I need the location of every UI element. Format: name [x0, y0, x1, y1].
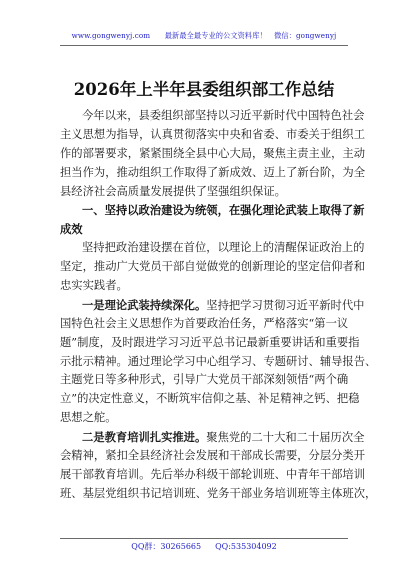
intro-line: 主义思想为指导，认真贯彻落实中央和省委、市委关于组织工 — [60, 127, 366, 141]
page-header: www.gongwenyj.com 最新最全最专业的公文资料库！ 微信：gongwenyj — [71, 31, 337, 40]
point1-lead: 一是理论武装持续深化。 — [82, 297, 207, 312]
point2-first-rest: 聚焦党的二十大和二十届历次全 — [206, 431, 365, 445]
section1-line: 忠实实践者。 — [60, 279, 128, 293]
point2-line: 展干部教育培训。先后举办科级干部轮训班、中青年干部培训 — [60, 467, 366, 481]
intro-line: 今年以来，县委组织部坚持以习近平新时代中国特色社会 — [82, 109, 365, 122]
section-heading-1-cont: 成效 — [60, 222, 83, 237]
point1-line: 示批示精神。通过理论学习中心组学习、专题研讨、辅导报告、 — [60, 354, 377, 368]
point1-line: 立”的决定性意义，不断筑牢信仰之基、补足精神之钙、把稳 — [60, 392, 360, 406]
point2-line: 会精神，紧扣全县经济社会发展和干部成长需要，分层分类开 — [60, 449, 366, 463]
section1-line: 坚定，推动广大党员干部自觉做党的创新理论的坚定信仰者和 — [60, 260, 366, 274]
intro-line: 县经济社会高质量发展提供了坚强组织保证。 — [60, 184, 286, 198]
footer-qq-group: QQ群：30265665 — [131, 542, 202, 551]
point2-line: 班、基层党组织书记培训班、党务干部业务培训班等主体班次， — [60, 486, 377, 500]
section1-line: 坚持把政治建设摆在首位，以理论上的清醒保证政治上的 — [82, 241, 365, 255]
point1-line: 题”制度，及时跟进学习习近平总书记最新重要讲话和重要指 — [60, 335, 360, 349]
intro-line: 担当作为，推动组织工作取得了新成效、迈上了新台阶，为全 — [60, 165, 366, 179]
footer-qq: QQ:535304092 — [215, 542, 277, 551]
point2-lead: 二是教育培训扎实推进。 — [82, 430, 207, 445]
point2-first-line — [60, 428, 365, 447]
section-heading-1: 一、坚持以政治建设为统领，在强化理论武装上取得了新 — [82, 203, 365, 218]
point1-line: 思想之舵。 — [60, 411, 117, 425]
intro-line: 作的部署要求，紧紧围绕全县中心大局，聚焦主责主业，主动 — [60, 146, 366, 160]
header-divider — [60, 45, 348, 46]
page-footer — [0, 541, 408, 552]
point1-line: 国特色社会主义思想作为首要政治任务，严格落实“第一议 — [60, 316, 349, 330]
footer-divider — [60, 538, 348, 539]
point1-line: 主题党日等多种形式，引导广大党员干部深刻领悟“两个确 — [60, 373, 349, 387]
point1-first-rest: 坚持把学习贯彻习近平新时代中 — [206, 298, 365, 312]
point1-first-line — [60, 296, 365, 315]
document-body — [60, 107, 377, 504]
document-title: 2026年上半年县委组织部工作总结 — [73, 80, 335, 99]
